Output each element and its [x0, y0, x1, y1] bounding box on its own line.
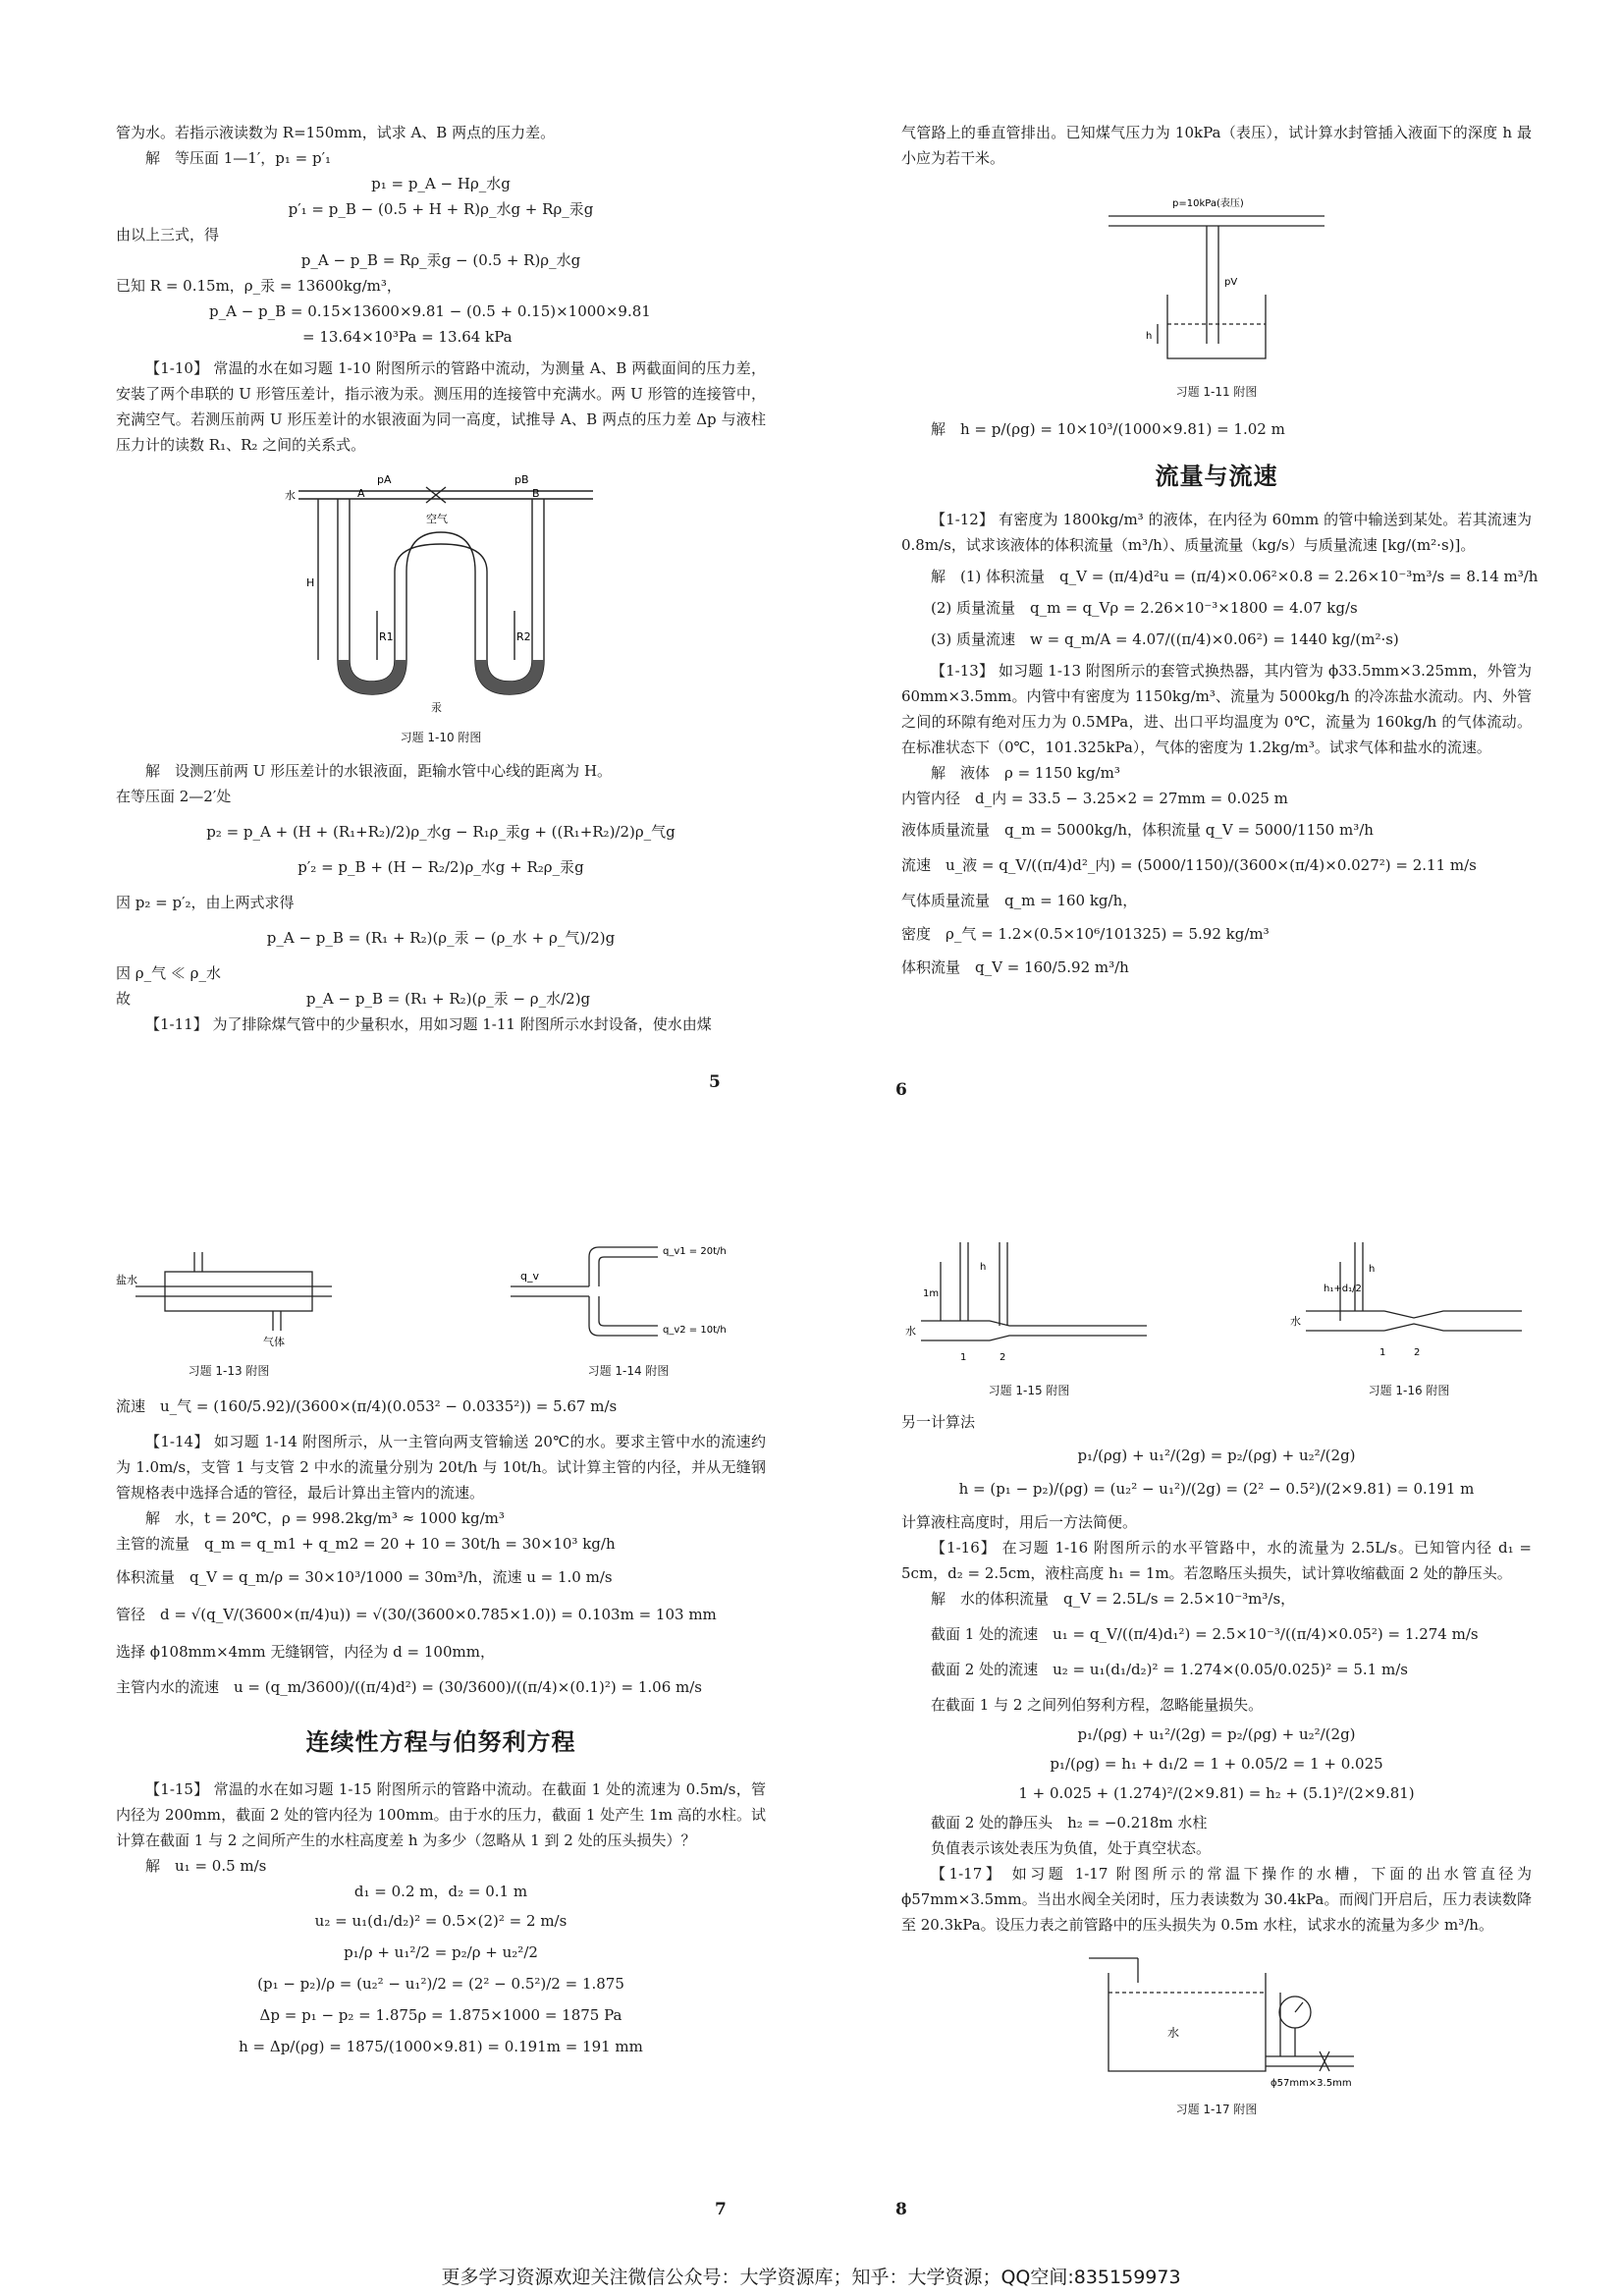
text-line: 在等压面 2—2′处	[116, 788, 232, 805]
figure-1-13-double-pipe-exchanger	[116, 1232, 342, 1350]
equation: h = Δp/(ρg) = 1875/(1000×9.81) = 0.191m = 191 mm	[239, 2038, 643, 2055]
figure-caption: 习题 1-16 附图	[1368, 1384, 1450, 1397]
equation: 主管内水的流速 u = (q_m/3600)/((π/4)d²) = (30/3600)/((π/4)×(0.1)²) = 1.06 m/s	[116, 1678, 702, 1696]
svg-text:1: 1	[1379, 1347, 1386, 1358]
solution-line: 解 u₁ = 0.5 m/s	[145, 1857, 267, 1875]
equation: p₁/(ρg) + u₁²/(2g) = p₂/(ρg) + u₂²/(2g)	[1077, 1447, 1356, 1464]
footer-promo: 更多学习资源欢迎关注微信公众号：大学资源库；知乎：大学资源；QQ空间:835159973	[441, 2267, 1181, 2288]
svg-text:ϕ57mm×3.5mm: ϕ57mm×3.5mm	[1271, 2078, 1352, 2089]
equation: p′₁ = p_B − (0.5 + H + R)ρ_水g + Rρ_汞g	[288, 200, 594, 218]
page-number: 6	[895, 1080, 907, 1100]
figure-caption: 习题 1-15 附图	[988, 1384, 1070, 1397]
equation: u₂ = u₁(d₁/d₂)² = 0.5×(2)² = 2 m/s	[314, 1912, 568, 1930]
figure-caption: 习题 1-14 附图	[587, 1364, 670, 1378]
text-line: 管为水。若指示液读数为 R=150mm，试求 A、B 两点的压力差。	[116, 124, 556, 141]
equation: Δp = p₁ − p₂ = 1.875ρ = 1.875×1000 = 1875 Pa	[259, 2006, 622, 2024]
figure-1-10-u-tube-manometers	[279, 464, 603, 719]
problem-1-12: 【1-12】 有密度为 1800kg/m³ 的液体，在内径为 60mm 的管中输送到某处。若其流速为 0.8m/s，试求该液体的体积流量（m³/h）、质量流量（kg/s）与质量流速 [kg/(m²·s)]。	[901, 511, 1532, 554]
equation: h = (p₁ − p₂)/(ρg) = (u₂² − u₁²)/(2g) = (2² − 0.5²)/(2×9.81) = 0.191 m	[958, 1480, 1475, 1498]
svg-text:pA: pA	[377, 473, 392, 486]
solution-line: 解 设测压前两 U 形压差计的水银液面，距输水管中心线的距离为 H。	[145, 762, 613, 780]
figure-caption: 习题 1-13 附图	[188, 1364, 270, 1378]
text-line: 内管内径 d_内 = 33.5 − 3.25×2 = 27mm = 0.025 m	[901, 790, 1288, 807]
figure-1-14-branch-pipe	[491, 1232, 766, 1350]
problem-1-11: 【1-11】 为了排除煤气管中的少量积水，用如习题 1-11 附图所示水封设备，使水由煤	[145, 1015, 712, 1033]
equation: p_A − p_B = 0.15×13600×9.81 − (0.5 + 0.15)×1000×9.81	[209, 302, 651, 320]
problem-1-10: 【1-10】 常温的水在如习题 1-10 附图所示的管路中流动，为测量 A、B 两截面间的压力差，安装了两个串联的 U 形管压差计，指示液为汞。测压用的连接管中充满水。两 U 形管的连接管中，充满空气。若测压前两 U 形压差计的水银液面为同一高度，试推导 A、B 两点的压力差 Δp 与液柱压力计的读数 R₁、R₂ 之间的关系式。	[116, 359, 766, 454]
svg-text:水: 水	[905, 1325, 916, 1338]
problem-1-13: 【1-13】 如习题 1-13 附图所示的套管式换热器，其内管为 ϕ33.5mm×3.25mm，外管为 60mm×3.5mm。内管中有密度为 1150kg/m³、流量为 5000kg/h 的冷冻盐水流动。内、外管之间的环隙有绝对压力为 0.5MPa，进、出口平均温度为 0℃，流量为 160kg/h 的气体流动。在标准状态下（0℃，101.325kPa），气体的密度为 1.2kg/m³。试求气体和盐水的流速。	[901, 662, 1532, 756]
equation: p₂ = p_A + (H + (R₁+R₂)/2)ρ_水g − R₁ρ_汞g + ((R₁+R₂)/2)ρ_气g	[206, 823, 676, 841]
figure-caption: 习题 1-11 附图	[1175, 385, 1258, 399]
svg-text:2: 2	[1414, 1347, 1421, 1358]
page-7	[116, 1232, 766, 2065]
solution-line: 解 水的体积流量 q_V = 2.5L/s = 2.5×10⁻³m³/s，	[931, 1590, 1296, 1608]
solution-line: 解 水，t = 20℃，ρ = 998.2kg/m³ ≈ 1000 kg/m³	[145, 1509, 505, 1527]
svg-text:2: 2	[1000, 1352, 1006, 1363]
svg-text:h₁+d₁/2: h₁+d₁/2	[1324, 1284, 1362, 1294]
svg-text:h: h	[1369, 1264, 1376, 1275]
text-line: 因 p₂ = p′₂，由上两式求得	[116, 894, 295, 911]
equation: p′₂ = p_B + (H − R₂/2)ρ_水g + R₂ρ_汞g	[297, 858, 584, 876]
svg-text:气体: 气体	[263, 1336, 285, 1348]
text-line: 气管路上的垂直管排出。已知煤气压力为 10kPa（表压），试计算水封管插入液面下的深度 h 最小应为若干米。	[901, 124, 1532, 167]
svg-text:q_v1 = 20t/h: q_v1 = 20t/h	[663, 1246, 727, 1257]
svg-text:1m: 1m	[923, 1288, 940, 1299]
svg-text:水: 水	[1290, 1315, 1301, 1328]
text-line: 在截面 1 与 2 之间列伯努利方程，忽略能量损失。	[931, 1696, 1264, 1714]
solution-line: 解 等压面 1—1′，p₁ = p′₁	[145, 149, 332, 167]
figure-1-13-wrapper	[116, 1232, 342, 1384]
equation: p_A − p_B = Rρ_汞g − (0.5 + R)ρ_水g	[300, 251, 581, 269]
problem-1-17: 【1-17】 如习题 1-17 附图所示的常温下操作的水槽，下面的出水管直径为 ϕ57mm×3.5mm。当出水阀全关闭时，压力表读数为 30.4kPa。而阀门开启后，压力表读数降至 20.3kPa。设压力表之前管路中的压头损失为 0.5m 水柱，试求水的流量为多少 m³/h。	[901, 1865, 1532, 1934]
page-number: 8	[895, 2200, 907, 2219]
solution-line: 解 h = p/(ρg) = 10×10³/(1000×9.81) = 1.02 m	[931, 420, 1285, 438]
svg-text:B: B	[532, 487, 540, 500]
page-8	[901, 1232, 1532, 2122]
text-line: 由以上三式，得	[116, 226, 220, 244]
text-line: 选择 ϕ108mm×4mm 无缝钢管，内径为 d = 100mm，	[116, 1643, 495, 1661]
text-line: 故	[116, 990, 132, 1008]
svg-text:汞: 汞	[431, 701, 442, 714]
text-line: 计算液柱高度时，用后一方法简便。	[901, 1513, 1138, 1531]
section-heading: 流量与流速	[1155, 463, 1278, 490]
equation: 流速 u_气 = (160/5.92)/(3600×(π/4)(0.053² − 0.0335²)) = 5.67 m/s	[116, 1397, 618, 1415]
svg-text:R2: R2	[516, 630, 531, 643]
text-line: 负值表示该处表压为负值，处于真空状态。	[931, 1839, 1212, 1857]
equation: 管径 d = √(q_V/(3600×(π/4)u)) = √(30/(3600×0.785×1.0)) = 0.103m = 103 mm	[116, 1606, 717, 1623]
equation: 体积流量 q_V = q_m/ρ = 30×10³/1000 = 30m³/h，流速 u = 1.0 m/s	[116, 1568, 613, 1586]
figure-1-16-wrapper	[1286, 1232, 1532, 1403]
svg-text:pV: pV	[1224, 277, 1238, 288]
figure-1-15-wrapper	[901, 1232, 1157, 1403]
equation: (2) 质量流量 q_m = q_Vρ = 2.26×10⁻³×1800 = 4.07 kg/s	[931, 599, 1358, 617]
equation: 截面 2 处的流速 u₂ = u₁(d₁/d₂)² = 1.274×(0.05/0.025)² = 5.1 m/s	[931, 1661, 1408, 1678]
svg-text:空气: 空气	[426, 513, 448, 525]
equation: 解 (1) 体积流量 q_V = (π/4)d²u = (π/4)×0.06²×0.8 = 2.26×10⁻³m³/s = 8.14 m³/h	[931, 568, 1539, 585]
equation: (p₁ − p₂)/ρ = (u₂² − u₁²)/2 = (2² − 0.5²)/2 = 1.875	[257, 1975, 624, 1993]
svg-text:盐水: 盐水	[116, 1274, 137, 1286]
page-6	[901, 120, 1539, 988]
problem-1-14: 【1-14】 如习题 1-14 附图所示，从一主管向两支管输送 20℃的水。要求主管中水的流速约为 1.0m/s，支管 1 与支管 2 中水的流量分别为 20t/h 与 10t/h。试计算主管的内径，并从无缝钢管规格表中选择合适的管径，最后计算出主管内的流速。	[116, 1433, 766, 1502]
svg-text:水: 水	[1167, 2026, 1180, 2040]
svg-text:A: A	[357, 487, 365, 500]
equation: p_A − p_B = (R₁ + R₂)(ρ_汞 − ρ_水/2)g	[305, 990, 591, 1008]
equation: = 13.64×10³Pa = 13.64 kPa	[302, 328, 513, 346]
equation: p₁ = p_A − Hρ_水g	[371, 175, 511, 192]
equation: 密度 ρ_气 = 1.2×(0.5×10⁶/101325) = 5.92 kg/m³	[901, 925, 1270, 943]
page-5	[116, 120, 766, 1037]
page-number: 5	[709, 1072, 721, 1092]
figure-1-15-contraction-pipe	[901, 1232, 1157, 1370]
problem-1-15: 【1-15】 常温的水在如习题 1-15 附图所示的管路中流动。在截面 1 处的流速为 0.5m/s，管内径为 200mm，截面 2 处的管内径为 100mm。由于水的压力，截面 1 处产生 1m 高的水柱。试计算在截面 1 与 2 之间所产生的水柱高度差 h 为多少（忽略从 1 到 2 处的压头损失）？	[116, 1780, 766, 1849]
equation: 流速 u_液 = q_V/((π/4)d²_内) = (5000/1150)/(3600×(π/4)×0.027²) = 2.11 m/s	[901, 856, 1477, 874]
equation: p₁/ρ + u₁²/2 = p₂/ρ + u₂²/2	[344, 1943, 538, 1961]
section-heading: 连续性方程与伯努利方程	[305, 1728, 576, 1756]
figure-caption: 习题 1-17 附图	[1175, 2103, 1258, 2116]
text-line: 因 ρ_气 ≪ ρ_水	[116, 964, 221, 982]
svg-text:h: h	[980, 1262, 987, 1273]
pressure-label: p=10kPa(表压)	[1172, 198, 1244, 209]
text-line: 液体质量流量 q_m = 5000kg/h，体积流量 q_V = 5000/1150 m³/h	[901, 821, 1374, 839]
figure-caption: 习题 1-10 附图	[400, 731, 482, 744]
svg-text:水: 水	[285, 489, 296, 502]
svg-text:1: 1	[960, 1352, 967, 1363]
equation: p_A − p_B = (R₁ + R₂)(ρ_汞 − (ρ_水 + ρ_气)/2)g	[266, 929, 616, 947]
equation: p₁/(ρg) + u₁²/(2g) = p₂/(ρg) + u₂²/(2g)	[1077, 1725, 1356, 1743]
equation: 体积流量 q_V = 160/5.92 m³/h	[901, 958, 1129, 976]
svg-text:pB: pB	[514, 473, 529, 486]
figure-1-16-horizontal-venturi	[1286, 1232, 1532, 1370]
solution-line: 解 液体 ρ = 1150 kg/m³	[931, 764, 1120, 782]
equation: (3) 质量流速 w = q_m/A = 4.07/((π/4)×0.06²) = 1440 kg/(m²·s)	[931, 630, 1399, 648]
problem-1-16: 【1-16】 在习题 1-16 附图所示的水平管路中，水的流量为 2.5L/s。已知管内径 d₁ = 5cm，d₂ = 2.5cm，液柱高度 h₁ = 1m。若忽略压头损失，试计算收缩截面 2 处的静压头。	[901, 1539, 1532, 1582]
text-line: 主管的流量 q_m = q_m1 + q_m2 = 20 + 10 = 30t/h = 30×10³ kg/h	[116, 1535, 616, 1553]
figure-1-11-water-seal	[1099, 177, 1334, 373]
figure-1-17-water-tank	[1069, 1943, 1364, 2091]
figure-1-14-wrapper	[491, 1232, 766, 1384]
text-line: 截面 2 处的静压头 h₂ = −0.218m 水柱	[931, 1814, 1208, 1831]
text-line: 气体质量流量 q_m = 160 kg/h，	[901, 892, 1138, 909]
svg-text:H: H	[306, 576, 315, 589]
svg-text:q_v2 = 10t/h: q_v2 = 10t/h	[663, 1325, 727, 1336]
equation: 截面 1 处的流速 u₁ = q_V/((π/4)d₁²) = 2.5×10⁻³/((π/4)×0.05²) = 1.274 m/s	[931, 1625, 1479, 1643]
text-line: 已知 R = 0.15m，ρ_汞 = 13600kg/m³，	[116, 277, 402, 295]
equation: 1 + 0.025 + (1.274)²/(2×9.81) = h₂ + (5.1)²/(2×9.81)	[1018, 1784, 1415, 1802]
svg-text:h: h	[1146, 331, 1153, 342]
equation: d₁ = 0.2 m，d₂ = 0.1 m	[353, 1883, 528, 1900]
svg-text:q_v: q_v	[520, 1270, 539, 1283]
equation: p₁/(ρg) = h₁ + d₁/2 = 1 + 0.05/2 = 1 + 0.025	[1050, 1755, 1383, 1773]
page-number: 7	[715, 2200, 727, 2219]
svg-text:R1: R1	[379, 630, 394, 643]
text-line: 另一计算法	[901, 1413, 976, 1431]
